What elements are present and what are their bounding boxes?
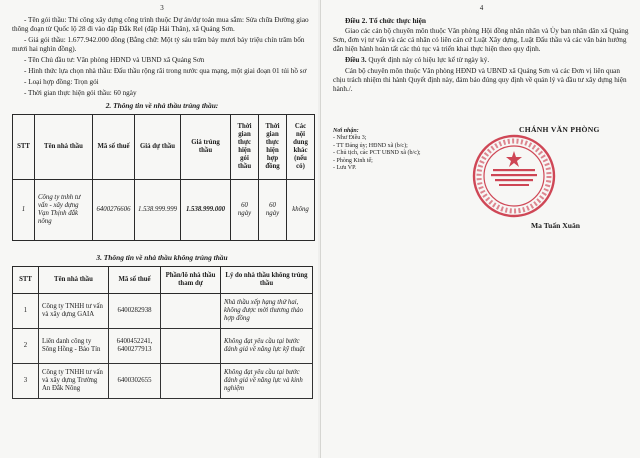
loser-table-header [13, 267, 313, 294]
article-2-body: Giao các cán bộ chuyên môn thuộc Văn phòng Hội đồng nhân nhân và Ủy ban nhân dân xã Quảng Sơn, đơn vị tư vấn và các cá nhân có liên cán cứ Luật Xây dựng, Luật Đấu thầu và các văn bản hướng dẫn hiện hành hoàn tất các thủ tục và triển khai thực hiện theo quy định. [333, 27, 629, 53]
recipient-item: - TT Đảng ủy; HĐND xã (b/c); [333, 142, 408, 149]
loser-section-title: 3. Thông tin về nhà thầu không trúng thầu [96, 253, 228, 262]
recipient-item: - Như Điều 3; [333, 135, 367, 142]
cell: Công ty TNHH tư vấn và xây dựng Trường An Đắk Nông [39, 364, 109, 399]
winner-table [12, 114, 315, 241]
article-2-title: Điều 2. Tổ chức thực hiện [345, 16, 427, 25]
recipient-item: - Chủ tịch, các PCT UBND xã (b/c); [333, 150, 421, 157]
cell: Nhà thầu xếp hạng thứ hai, không được mời thương thảo hợp đồng [221, 294, 313, 329]
signer-name: Ma Tuấn Xuân [531, 221, 580, 230]
col-header: Thời gian thực hiện hợp đồng [259, 115, 287, 180]
selection-form: - Hình thức lựa chọn nhà thầu: Đấu thầu rộng rãi trong nước qua mạng, một giai đoạn 01 túi hồ sơ [24, 67, 307, 75]
cell: Công ty TNHH tư vấn và xây dựng GAIA [39, 294, 109, 329]
col-header: Giá dự thầu [135, 115, 181, 180]
col-header: Các nội dung khác (nếu có) [287, 115, 315, 180]
cell: Không đạt yêu cầu tại bước đánh giá về năng lực kỹ thuật [221, 329, 313, 364]
article-3-line [333, 56, 630, 65]
seal-icon [471, 133, 557, 219]
cell: không [287, 180, 315, 241]
col-header: Lý do nhà thầu không trúng thầu [221, 267, 313, 294]
cell [161, 294, 221, 329]
cell: 1.538.999.999 [135, 180, 181, 241]
col-header: Tên nhà thầu [35, 115, 93, 180]
col-header: STT [13, 115, 35, 180]
loser-table [12, 266, 313, 399]
table-row [13, 329, 313, 364]
article-3-title: Điều 3. [345, 56, 367, 64]
page-number: 3 [160, 4, 164, 12]
page-number: 4 [479, 4, 484, 12]
package-price: - Giá gói thầu: 1.677.942.000 đồng (Bằng chữ: Một tỷ sáu trăm bảy mươi bảy triệu chín trăm bốn mươi hai nghìn đồng). [12, 36, 305, 53]
cell: 60 ngày [231, 180, 259, 241]
signature-block [471, 125, 631, 235]
cell: 6400452241, 6400277913 [109, 329, 161, 364]
recipient-item: - Lưu VP. [333, 165, 357, 172]
col-header: Giá trúng thầu [181, 115, 231, 180]
cell: 2 [13, 329, 39, 364]
cell: 1.538.999.000 [181, 180, 231, 241]
winner-section-title: 2. Thông tin về nhà thầu trúng thầu: [105, 101, 219, 110]
cell: 6400282938 [109, 294, 161, 329]
cell: 6400276606 [93, 180, 135, 241]
recipients-block [333, 128, 453, 172]
col-header: Tên nhà thầu [39, 267, 109, 294]
col-header: Thời gian thực hiện gói thầu [231, 115, 259, 180]
signature-title: CHÁNH VĂN PHÒNG [519, 125, 600, 134]
recipients-title: Nơi nhận: [333, 128, 359, 134]
cell: Liên danh công ty Sông Hồng - Bảo Tín [39, 329, 109, 364]
winner-table-header [13, 115, 315, 180]
col-header: Mã số thuế [93, 115, 135, 180]
document-page-3 [0, 0, 318, 458]
col-header: Phần/lô nhà thầu tham dự [161, 267, 221, 294]
cell [161, 329, 221, 364]
cell: Không đạt yêu cầu tại bước đánh giá về năng lực và kinh nghiệm [221, 364, 313, 399]
col-header: Mã số thuế [109, 267, 161, 294]
cell: 1 [13, 180, 35, 241]
investor: - Tên Chủ đầu tư: Văn phòng HĐND và UBND xã Quảng Sơn [24, 56, 205, 64]
cell: 3 [13, 364, 39, 399]
table-row [13, 364, 313, 399]
official-seal [471, 133, 557, 219]
cell: 6400302655 [109, 364, 161, 399]
cell [161, 364, 221, 399]
table-row [13, 180, 315, 241]
table-row [13, 294, 313, 329]
document-page-4 [320, 0, 640, 458]
cell: 1 [13, 294, 39, 329]
cell: 60 ngày [259, 180, 287, 241]
col-header: STT [13, 267, 39, 294]
cell: Công ty tnhh tư vấn - xây dựng Vạn Thịnh đắk nông [35, 180, 93, 241]
duration: - Thời gian thực hiện gói thầu: 60 ngày [24, 89, 137, 97]
contract-type: - Loại hợp đồng: Trọn gói [24, 78, 99, 86]
article-3-tail: Quyết định này có hiệu lực kể từ ngày ký. [368, 56, 490, 64]
package-name: - Tên gói thầu: Thi công xây dựng công trình thuộc Dự án/dự toán mua sắm: Sửa chữa Đường giao thông đoạn từ Quốc lộ 28 đi vào đập Đắk Rel (đập Hải Thân), xã Quảng Sơn. [12, 16, 309, 33]
article-3-body: Cán bộ chuyên môn thuộc Văn phòng HĐND và UBND xã Quảng Sơn và các Đơn vị liên quan chịu trách nhiệm thi hành Quyết định này, đảm bảo đúng quy định về quản lý và đầu tư xây dựng hiện hành./. [333, 67, 627, 93]
recipient-item: - Phòng Kinh tế; [333, 157, 373, 164]
